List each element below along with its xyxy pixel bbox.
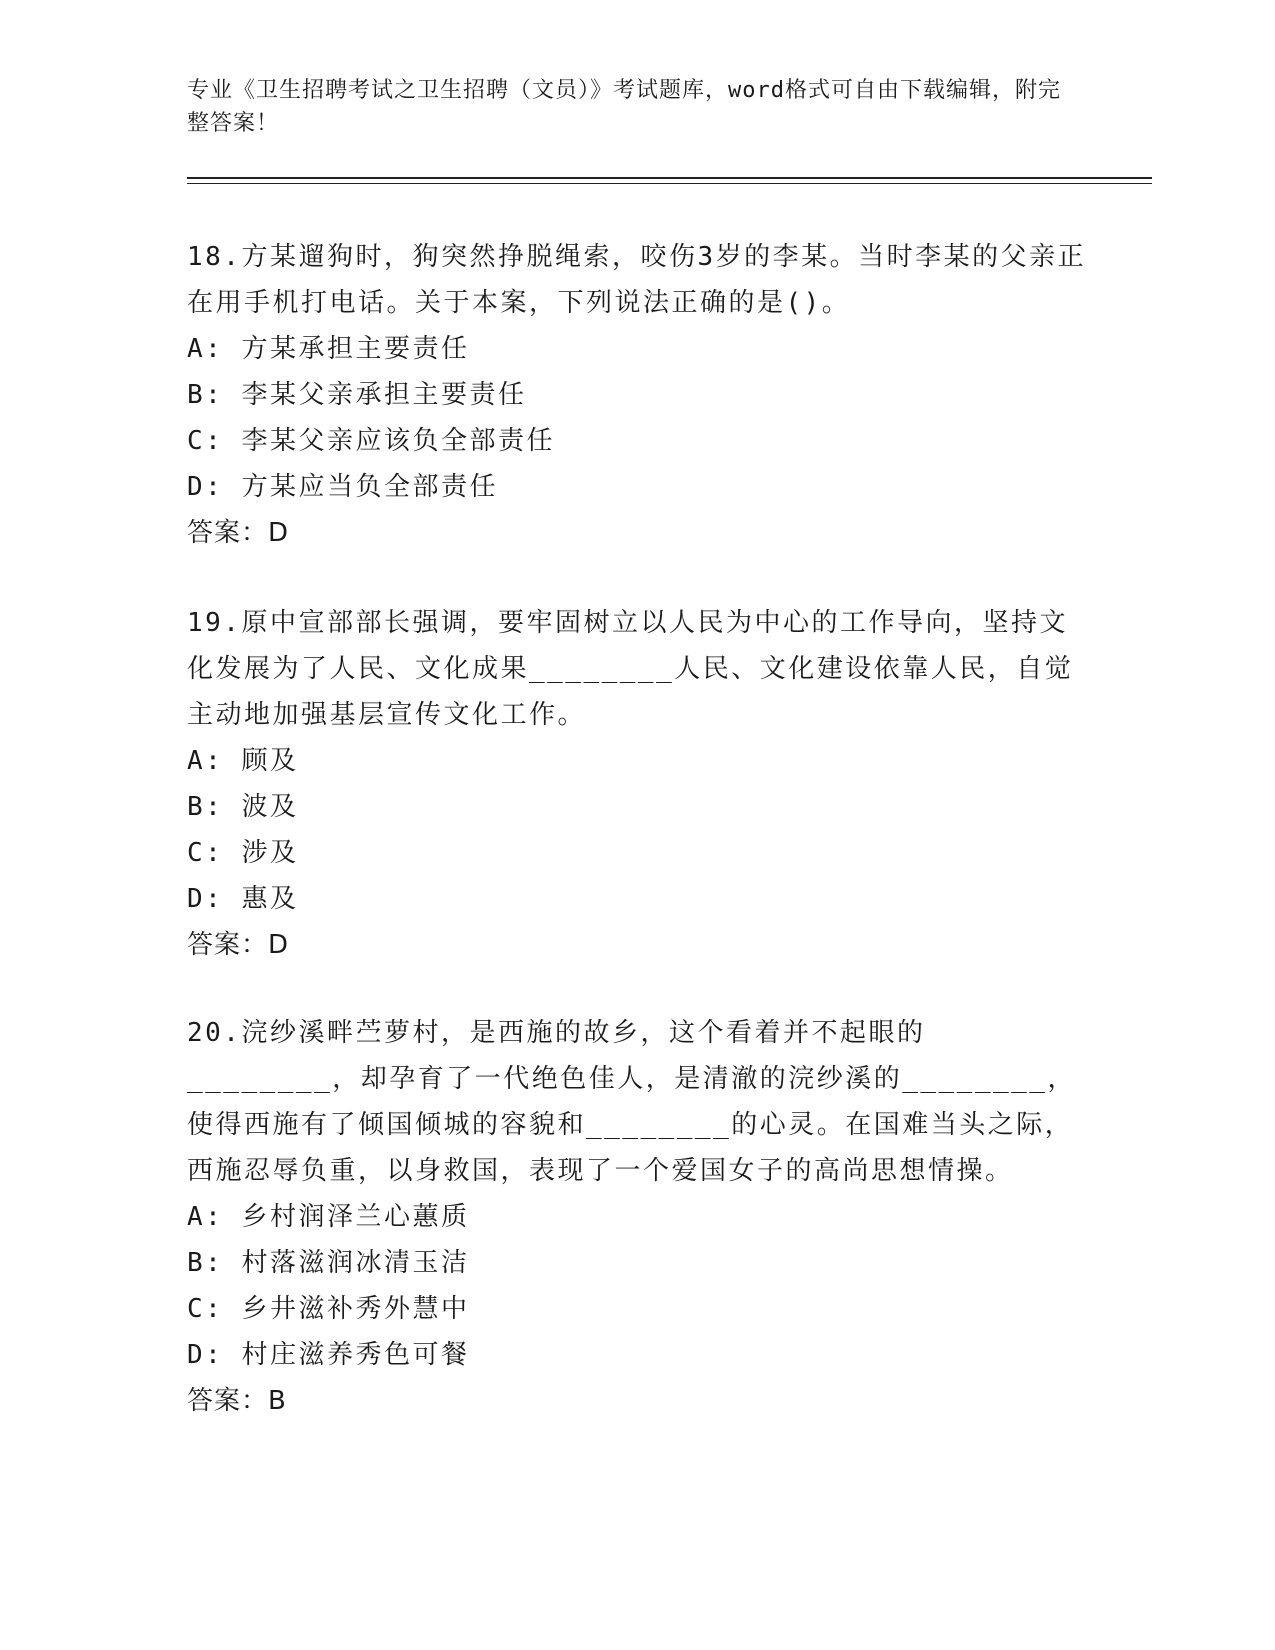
option-d: D: 村庄滋养秀色可餐 [187,1340,470,1370]
answer: 答案：B [187,1386,287,1416]
option-b: B: 波及 [187,792,299,822]
question-18 [187,234,1087,556]
option-a: A: 方某承担主要责任 [187,334,470,364]
header-divider-thick [187,177,1152,179]
question-stem: 18.方某遛狗时，狗突然挣脱绳索，咬伤3岁的李某。当时李某的父亲正在用手机打电话。关于本案，下列说法正确的是()。 [187,242,1087,318]
option-a: A: 乡村润泽兰心蕙质 [187,1202,470,1232]
option-c: C: 李某父亲应该负全部责任 [187,426,555,456]
option-a: A: 顾及 [187,746,299,776]
option-c: C: 乡井滋补秀外慧中 [187,1294,470,1324]
question-20 [187,1010,1087,1424]
answer: 答案：D [187,518,290,548]
option-c: C: 涉及 [187,838,299,868]
option-d: D: 方某应当负全部责任 [187,472,498,502]
option-b: B: 李某父亲承担主要责任 [187,380,527,410]
option-b: B: 村落滋润冰清玉洁 [187,1248,470,1278]
answer: 答案：D [187,930,290,960]
option-d: D: 惠及 [187,884,299,914]
question-stem: 20.浣纱溪畔苎萝村，是西施的故乡，这个看着并不起眼的________，却孕育了一代绝色佳人，是清澈的浣纱溪的________，使得西施有了倾国倾城的容貌和________的心灵。在国难当头之际，西施忍辱负重，以身救国，表现了一个爱国女子的高尚思想情操。 [187,1018,1076,1186]
header-divider-thin [187,183,1152,184]
document-header: 专业《卫生招聘考试之卫生招聘（文员）》考试题库，word格式可自由下载编辑，附完整答案！ [187,78,1061,136]
question-19 [187,600,1087,968]
question-stem: 19.原中宣部部长强调，要牢固树立以人民为中心的工作导向，坚持文化发展为了人民、文化成果________人民、文化建设依靠人民，自觉主动地加强基层宣传文化工作。 [187,608,1074,730]
